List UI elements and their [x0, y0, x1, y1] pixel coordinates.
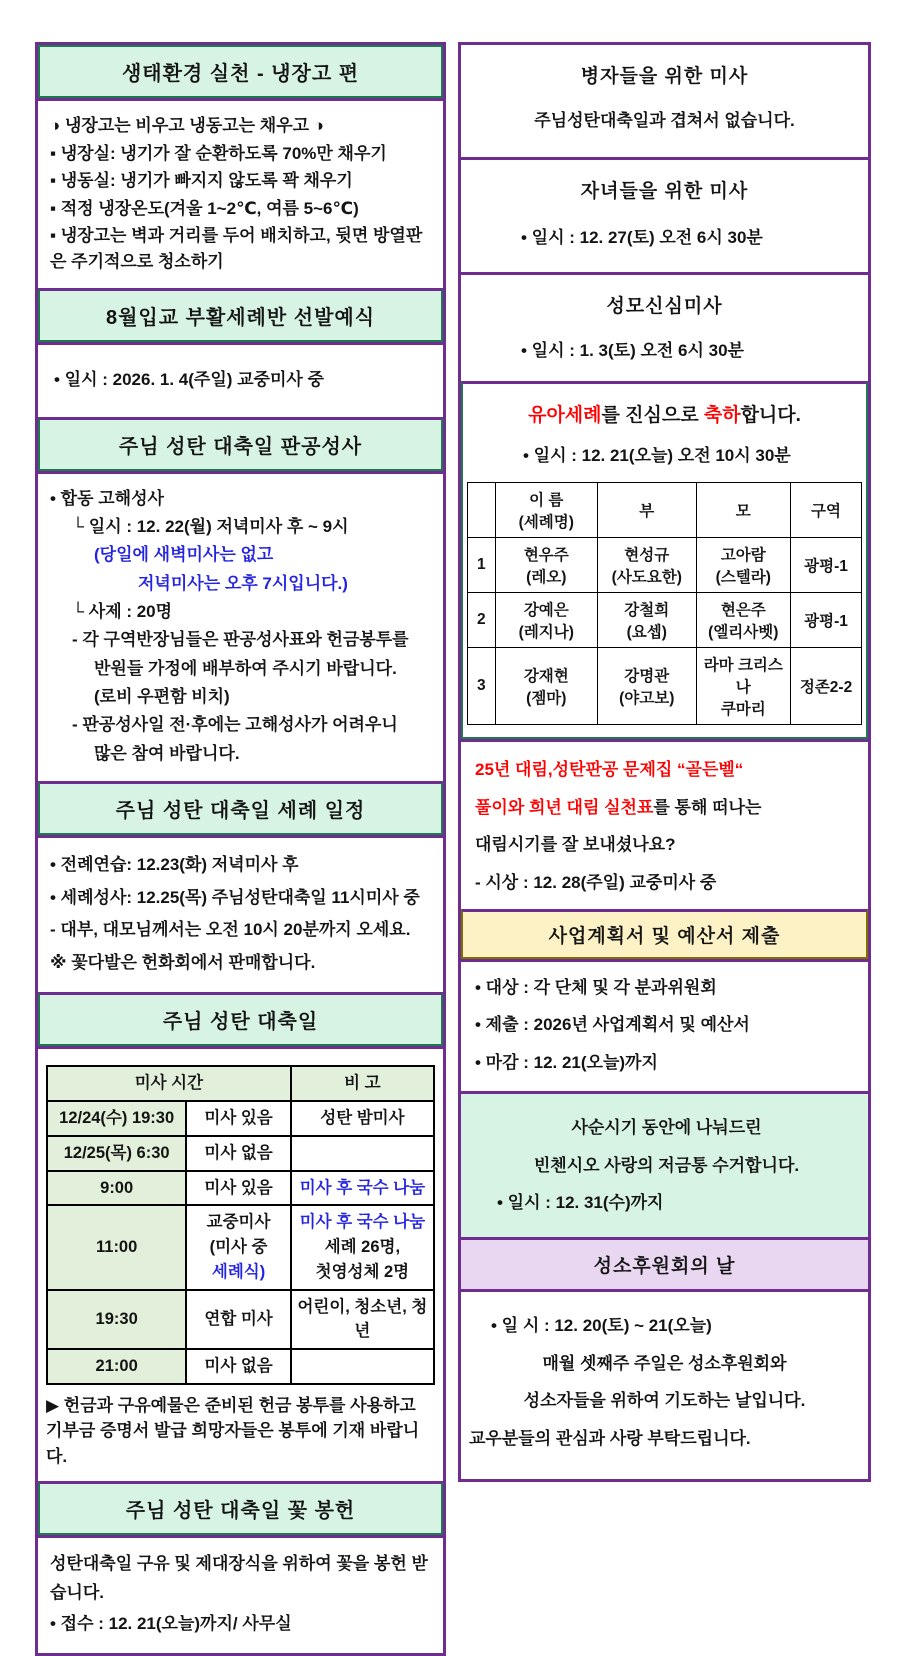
bap-name-cell: [495, 538, 597, 593]
bap-mother-line: 고아람: [720, 547, 766, 564]
bap-no-cell: 2: [468, 593, 496, 648]
mass-remark-line-blue: 미사 후 국수 나눔: [299, 1213, 426, 1232]
infant-baptism-title: [467, 388, 862, 431]
bap-father-line: (요셉): [626, 624, 667, 641]
flower-line: 성탄대축일 구유 및 제대장식을 위하여 꽃을 봉헌 받습니다.: [50, 1554, 428, 1603]
mass-time-cell: 12/24(수) 19:30: [47, 1101, 186, 1136]
confession-line: 반원들 가정에 배부하여 주시기 바랍니다.: [94, 658, 397, 678]
bap-header-name: [495, 483, 597, 538]
section-body-baptism-schedule: [38, 835, 443, 992]
vocation-day-line: 성소자들을 위하여 기도하는 날입니다.: [523, 1391, 806, 1411]
bap-header-zone: 구역: [791, 483, 862, 538]
mass-remark-cell: 미사 후 국수 나눔: [291, 1171, 434, 1206]
bap-zone-cell: 정존2-2: [791, 648, 862, 725]
confession-line: └ 사제 : 20명: [72, 601, 173, 621]
bap-father-cell: [598, 648, 697, 725]
section-body-flower: [38, 1535, 443, 1653]
mass-schedule-table: [46, 1065, 435, 1385]
eco-item: ▪ 적정 냉장온도(겨울 1~2℃, 여름 5~6℃): [50, 198, 359, 218]
section-title-confession: 주님 성탄 대축일 판공성사: [38, 417, 443, 471]
golden-bell-line-red: 25년 대림,성탄판공 문제집 “골든벨“: [475, 760, 744, 779]
table-row: [468, 648, 862, 725]
mass-time-cell: 19:30: [47, 1290, 186, 1350]
mass-remark-cell: [291, 1349, 434, 1384]
section-body-business-plan: [461, 959, 868, 1091]
confession-line: - 각 구역반장님들은 판공성사표와 헌금봉투를: [72, 630, 409, 650]
section-title-christmas: 주님 성탄 대축일: [38, 992, 443, 1046]
bap-name-line: 강재현: [523, 668, 569, 685]
piggy-bank-line: 빈첸시오 사랑의 저금통 수거합니다.: [533, 1155, 800, 1175]
business-plan-line: • 제출 : 2026년 사업계획서 및 예산서: [475, 1015, 750, 1035]
mass-status-cell: 미사 있음: [186, 1171, 290, 1206]
golden-bell-line: - 시상 : 12. 28(주일) 교중미사 중: [475, 873, 717, 893]
confession-line-blue: (당일에 새벽미사는 없고: [94, 545, 274, 565]
infant-baptism-title-red: 축하: [703, 405, 741, 426]
infant-baptism-date: • 일시 : 12. 21(오늘) 오전 10시 30분: [523, 446, 791, 465]
section-body-vocation-day: [461, 1289, 868, 1479]
section-body-baptism-class: [38, 342, 443, 417]
marian-mass-title: 성모신심미사: [606, 296, 723, 317]
bap-mother-line: 현은주: [720, 602, 766, 619]
bap-mother-cell: [696, 648, 791, 725]
bap-name-line: (젬마): [526, 690, 567, 707]
golden-bell-line: [475, 790, 858, 826]
bap-mother-line: 쿠마리: [720, 701, 766, 718]
bap-mother-cell: [696, 593, 791, 648]
baptism-schedule-line: • 전례연습: 12.23(화) 저녁미사 후: [50, 854, 299, 874]
eco-headline: ◑ 냉장고는 비우고 냉동고는 채우고 ◑: [50, 116, 325, 135]
table-row: [47, 1136, 434, 1171]
mass-status-line: (미사 중: [209, 1238, 268, 1257]
section-title-vocation-day: 성소후원회의 날: [461, 1237, 868, 1289]
infant-baptism-title-mid: 를 진심으로: [601, 405, 704, 426]
table-row: [468, 593, 862, 648]
mass-status-line: 교중미사: [206, 1213, 271, 1232]
section-marian-mass: [461, 272, 868, 381]
confession-line: • 합동 고해성사: [50, 488, 164, 508]
infant-baptism-title-end: 합니다.: [740, 405, 801, 426]
mass-remark-cell: [291, 1136, 434, 1171]
bap-header-mother: 모: [696, 483, 791, 538]
mass-status-cell: 미사 없음: [186, 1349, 290, 1384]
table-row: [47, 1205, 434, 1289]
piggy-bank-line: • 일시 : 12. 31(수)까지: [497, 1193, 664, 1213]
bap-father-cell: [598, 538, 697, 593]
mass-remark-cell: 어린이, 청소년, 청년: [291, 1290, 434, 1350]
section-title-eco: 생태환경 실천 - 냉장고 편: [38, 45, 443, 98]
bap-header-no: [468, 483, 496, 538]
mass-status-cell: 미사 있음: [186, 1101, 290, 1136]
bap-header-name-line: 이 름: [529, 492, 564, 509]
mass-time-cell: 12/25(목) 6:30: [47, 1136, 186, 1171]
bap-name-line: 현우주: [523, 547, 569, 564]
eco-item: ▪ 냉동실: 냉기가 빠지지 않도록 꽉 채우기: [50, 171, 353, 190]
golden-bell-red-part: 풀이와 희년 대림 실천표: [475, 797, 654, 817]
table-row: [47, 1349, 434, 1384]
mass-status-line-blue: 세례식): [211, 1262, 266, 1281]
baptism-schedule-line: • 세례성사: 12.25(목) 주님성탄대축일 11시미사 중: [50, 887, 420, 907]
bap-zone-cell: 광평-1: [791, 593, 862, 648]
mass-status-cell: 미사 없음: [186, 1136, 290, 1171]
sick-mass-title: 병자들을 위한 미사: [580, 66, 749, 87]
eco-item: ▪ 냉장고는 벽과 거리를 두어 배치하고, 뒷면 방열판은 주기적으로 청소하기: [50, 226, 423, 271]
bap-mother-line: 라마 크리스나: [703, 657, 783, 696]
bap-name-line: (레오): [526, 569, 567, 586]
business-plan-line: • 마감 : 12. 21(오늘)까지: [475, 1053, 658, 1073]
golden-bell-line: 대림시기를 잘 보내셨나요?: [475, 835, 676, 855]
business-plan-line: • 대상 : 각 단체 및 각 분과위원회: [475, 977, 717, 997]
baptism-schedule-line: ※ 꽃다발은 헌화회에서 판매합니다.: [50, 952, 316, 972]
table-row: [47, 1171, 434, 1206]
bap-name-cell: [495, 648, 597, 725]
bap-header-name-line: (세례명): [518, 514, 574, 531]
section-sick-mass: [461, 45, 868, 157]
table-row: [468, 538, 862, 593]
table-row: [47, 1290, 434, 1350]
bap-name-line: (레지나): [518, 624, 574, 641]
left-column: [35, 42, 446, 1656]
bap-header-father: 부: [598, 483, 697, 538]
mass-table-header-remark: 비 고: [291, 1066, 434, 1101]
mass-table-header-time: 미사 시간: [47, 1066, 291, 1101]
children-mass-title: 자녀들을 위한 미사: [580, 181, 749, 202]
section-children-mass: [461, 157, 868, 272]
bap-father-line: 강철희: [624, 602, 670, 619]
section-title-flower: 주님 성탄 대축일 꽃 봉헌: [38, 1481, 443, 1535]
mass-remark-line: 세례 26명,: [324, 1238, 401, 1257]
bap-father-line: (사도요한): [611, 569, 682, 586]
golden-bell-black-part: 를 통해 떠나는: [653, 797, 762, 817]
confession-line: - 판공성사일 전·후에는 고해성사가 어려우니: [72, 715, 398, 735]
bap-name-cell: [495, 593, 597, 648]
mass-time-cell: 11:00: [47, 1205, 186, 1289]
section-body-confession: [38, 471, 443, 781]
bap-no-cell: 1: [468, 538, 496, 593]
section-piggy-bank: [461, 1091, 868, 1237]
mass-remark-line: 첫영성체 2명: [315, 1262, 410, 1281]
section-infant-baptism: [461, 381, 868, 739]
confession-line: └ 일시 : 12. 22(월) 저녁미사 후 ~ 9시: [72, 516, 349, 536]
bap-mother-cell: [696, 538, 791, 593]
bap-father-line: 강명관: [624, 668, 670, 685]
vocation-day-line: 교우분들의 관심과 사랑 부탁드립니다.: [469, 1428, 751, 1448]
right-column: [458, 42, 871, 1482]
section-title-business-plan: 사업계획서 및 예산서 제출: [461, 909, 868, 959]
vocation-day-line: • 일 시 : 12. 20(토) ~ 21(오늘): [491, 1315, 712, 1335]
bap-mother-line: (스텔라): [715, 569, 771, 586]
bap-name-line: 강예은: [523, 602, 569, 619]
piggy-bank-line: 사순시기 동안에 나눠드린: [571, 1117, 762, 1137]
section-golden-bell: [461, 739, 868, 909]
sick-mass-line: 주님성탄대축일과 겹쳐서 없습니다.: [534, 111, 795, 130]
bap-zone-cell: 광평-1: [791, 538, 862, 593]
mass-time-cell: 21:00: [47, 1349, 186, 1384]
section-title-baptism-class: 8월입교 부활세례반 선발예식: [38, 288, 443, 342]
section-body-eco: [38, 98, 443, 288]
section-title-baptism-schedule: 주님 성탄 대축일 세례 일정: [38, 781, 443, 835]
marian-mass-line: • 일시 : 1. 3(토) 오전 6시 30분: [521, 341, 744, 360]
bap-father-cell: [598, 593, 697, 648]
mass-status-cell: [186, 1205, 290, 1289]
baptism-schedule-line: - 대부, 대모님께서는 오전 10시 20분까지 오세요.: [50, 920, 411, 940]
mass-remark-cell: [291, 1205, 434, 1289]
vocation-day-line: 매월 셋째주 주일은 성소후원회와: [542, 1353, 787, 1373]
bap-mother-line: (엘리사벳): [708, 624, 779, 641]
baptism-class-date: • 일시 : 2026. 1. 4(주일) 교중미사 중: [54, 370, 324, 389]
eco-item: ▪ 냉장실: 냉기가 잘 순환하도록 70%만 채우기: [50, 143, 387, 163]
infant-baptism-title-red: 유아세례: [528, 405, 602, 426]
table-row: [468, 483, 862, 538]
mass-remark-cell: 성탄 밤미사: [291, 1101, 434, 1136]
section-body-christmas: [38, 1046, 443, 1481]
table-row: [47, 1101, 434, 1136]
offering-note: ▶ 헌금과 구유예물은 준비된 헌금 봉투를 사용하고 기부금 증명서 발급 희망자들은 봉투에 기재 바랍니다.: [46, 1395, 420, 1466]
mass-status-cell: 연합 미사: [186, 1290, 290, 1350]
bap-no-cell: 3: [468, 648, 496, 725]
bap-father-line: 현성규: [624, 547, 670, 564]
bap-father-line: (야고보): [619, 690, 675, 707]
flower-line: • 접수 : 12. 21(오늘)까지/ 사무실: [50, 1614, 292, 1634]
confession-line-blue: 저녁미사는 오후 7시입니다.): [138, 573, 348, 593]
infant-baptism-table: [467, 482, 862, 725]
table-row: [47, 1066, 434, 1101]
confession-line: 많은 참여 바랍니다.: [94, 743, 240, 763]
confession-line: (로비 우편함 비치): [94, 686, 230, 706]
mass-time-cell: 9:00: [47, 1171, 186, 1206]
children-mass-line: • 일시 : 12. 27(토) 오전 6시 30분: [521, 228, 763, 247]
